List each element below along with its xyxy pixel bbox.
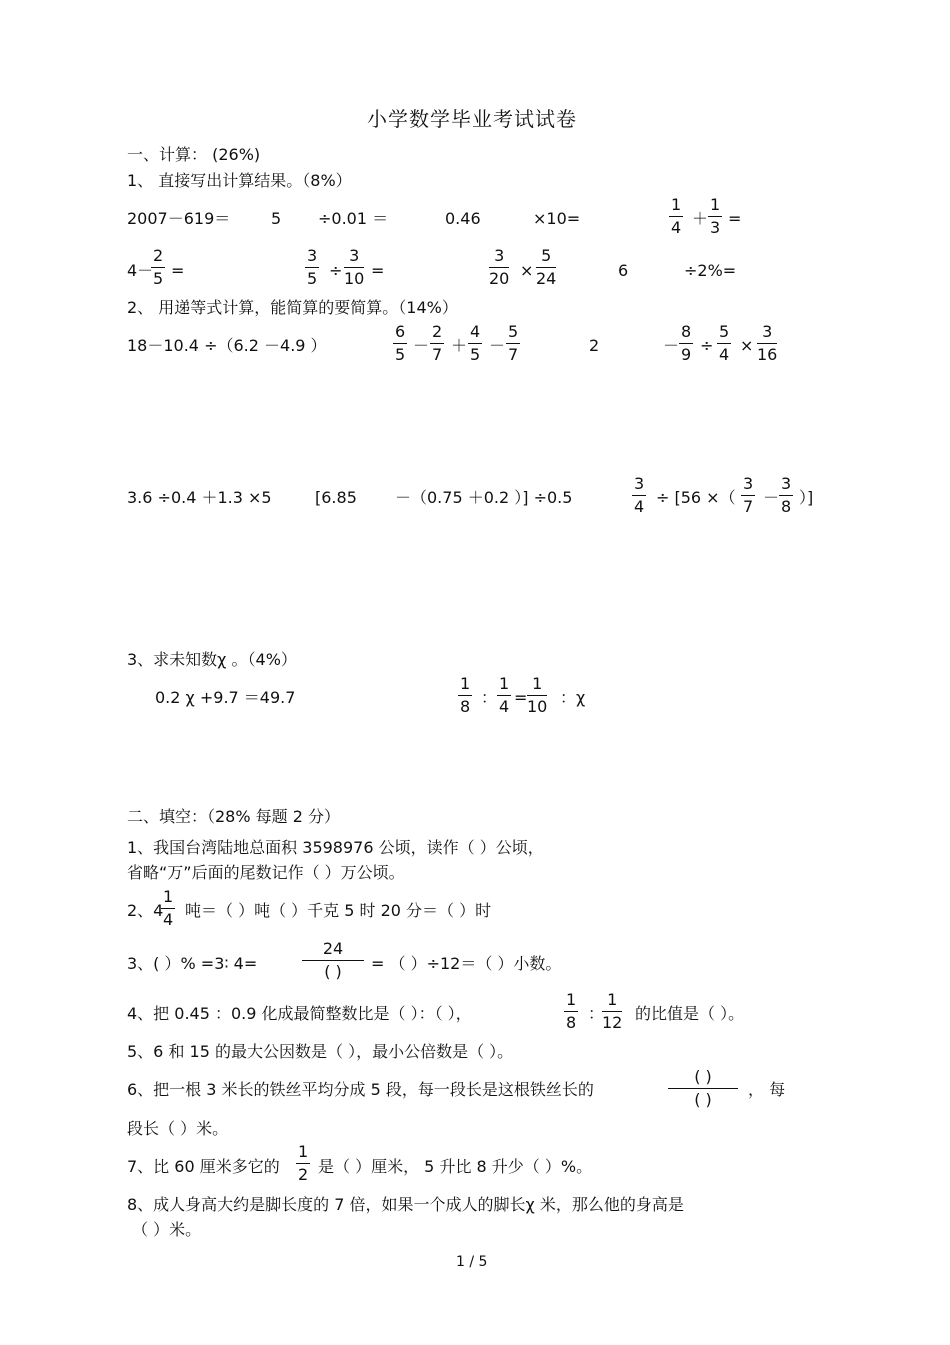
page-title: 小学数学毕业考试试卷	[367, 107, 577, 131]
fraction: $\frac{5}{24}$	[536, 246, 557, 288]
q3-b-end: ：χ	[560, 688, 586, 707]
s2-q7-pre: 7、比 60 厘米多它的	[127, 1157, 280, 1176]
fraction: $\frac{8}{9}$	[681, 322, 692, 364]
s2-q8-line1: 8、成人身高大约是脚长度的 7 倍，如果一个成人的脚长χ 米，那么他的身高是	[127, 1195, 684, 1214]
fraction: $\frac{5}{7}$	[508, 322, 519, 364]
equals: =	[728, 209, 742, 228]
q1-h1: 6	[618, 261, 629, 280]
q1-c1: 0.46	[445, 209, 481, 228]
q1-a: 2007－619＝	[127, 209, 231, 228]
equals: =	[171, 261, 185, 280]
s2-q1-line2: 省略“万”后面的尾数记作（ ）万公顷。	[127, 863, 405, 882]
s2-q8-line2: （ ）米。	[132, 1220, 202, 1239]
s2-q6-post: ， 每	[748, 1080, 786, 1099]
q1-h2: ÷2%=	[684, 261, 737, 280]
s2-q4-pre: 4、把 0.45 ：0.9 化成最简整数比是（ ）：（ ），	[127, 1004, 472, 1023]
fraction: $\frac{3}{4}$	[634, 474, 645, 516]
s2-q2-pre: 2、4	[127, 901, 164, 920]
s2-q2-post: 吨＝（ ）吨（ ）千克 5 时 20 分＝（ ）时	[185, 901, 492, 920]
fraction: $\frac{1}{3}$	[710, 195, 721, 237]
equals: =	[371, 261, 385, 280]
q2-c-pre: 2	[589, 336, 600, 355]
fraction: $\frac{1}{2}$	[298, 1142, 309, 1184]
colon: ：	[588, 1004, 605, 1023]
fraction: $\frac{3}{10}$	[344, 246, 365, 288]
fraction: $\frac{5}{4}$	[719, 322, 730, 364]
fraction: ( ) ( )	[668, 1068, 738, 1109]
q1-c2: ×10=	[533, 209, 581, 228]
fraction: $\frac{3}{16}$	[757, 322, 778, 364]
equals: =	[514, 688, 528, 707]
colon: ：	[481, 688, 498, 707]
operator: －	[763, 488, 780, 507]
fraction: $\frac{1}{4}$	[671, 195, 682, 237]
q2-header: 2、 用递等式计算，能简算的要简算。（14%）	[127, 298, 458, 317]
operator: ＋	[692, 209, 709, 228]
s2-q1-line1: 1、我国台湾陆地总面积 3598976 公顷，读作（ ）公顷，	[127, 838, 544, 857]
fraction: $\frac{1}{10}$	[527, 674, 548, 716]
page-number: 1 / 5	[456, 1254, 488, 1270]
operator: ÷	[700, 336, 714, 355]
operator: ÷	[329, 261, 343, 280]
fraction: $\frac{3}{5}$	[307, 246, 318, 288]
operator: ＋	[451, 336, 468, 355]
fraction: $\frac{1}{8}$	[566, 990, 577, 1032]
q2-d: 3.6 ÷0.4 ＋1.3 ×5	[127, 488, 272, 507]
operator: ×	[740, 336, 754, 355]
s2-q6-line2: 段长（ ）米。	[127, 1119, 229, 1138]
s2-q3-pre: 3、( ）% =3∶ 4=	[127, 954, 258, 973]
q2-f-mid: ÷ [56 ×（	[656, 488, 736, 507]
fraction: $\frac{1}{12}$	[602, 990, 623, 1032]
fraction: $\frac{4}{5}$	[470, 322, 481, 364]
s2-q5: 5、6 和 15 的最大公因数是（ ），最小公倍数是（ ）。	[127, 1042, 514, 1061]
fraction: $\frac{6}{5}$	[395, 322, 406, 364]
operator: ×	[520, 261, 534, 280]
s2-q7-post: 是（ ）厘米， 5 升比 8 升少（ ）%。	[318, 1157, 593, 1176]
q2-e1: [6.85	[315, 488, 357, 507]
section1-header: 一、计算： (26%)	[127, 145, 261, 164]
operator: －	[489, 336, 506, 355]
s2-q4-post: 的比值是（ ）。	[635, 1004, 745, 1023]
fraction: $\frac{2}{5}$	[153, 246, 164, 288]
fraction: $\frac{1}{8}$	[460, 674, 471, 716]
operator: －	[663, 336, 680, 355]
fraction: $\frac{3}{7}$	[743, 474, 754, 516]
fraction: $\frac{2}{7}$	[432, 322, 443, 364]
q1-header: 1、 直接写出计算结果。（8%）	[127, 171, 352, 190]
fraction: $\frac{1}{4}$	[163, 887, 174, 929]
q3-header: 3、求未知数χ 。（4%）	[127, 650, 297, 669]
q1-b2: ÷0.01 ＝	[318, 209, 389, 228]
section2-header: 二、填空：（28% 每题 2 分）	[127, 807, 341, 826]
q1-e-pre: 4－	[127, 261, 154, 280]
q2-f-end: ）]	[799, 488, 814, 507]
s2-q6-pre: 6、把一根 3 米长的铁丝平均分成 5 段，每一段长是这根铁丝长的	[127, 1080, 594, 1099]
q3-a: 0.2 χ +9.7 ＝49.7	[155, 688, 296, 707]
operator: －	[413, 336, 430, 355]
q1-b1: 5	[271, 209, 282, 228]
fraction: 24 ( )	[302, 940, 364, 981]
q2-a: 18－10.4 ÷（6.2 －4.9 ）	[127, 336, 327, 355]
q2-e2: －（0.75 ＋0.2 ）] ÷0.5	[395, 488, 573, 507]
fraction: $\frac{3}{8}$	[781, 474, 792, 516]
s2-q3-post: = （ ）÷12＝（ ）小数。	[371, 954, 562, 973]
fraction: $\frac{1}{4}$	[499, 674, 510, 716]
fraction: $\frac{3}{20}$	[489, 246, 510, 288]
